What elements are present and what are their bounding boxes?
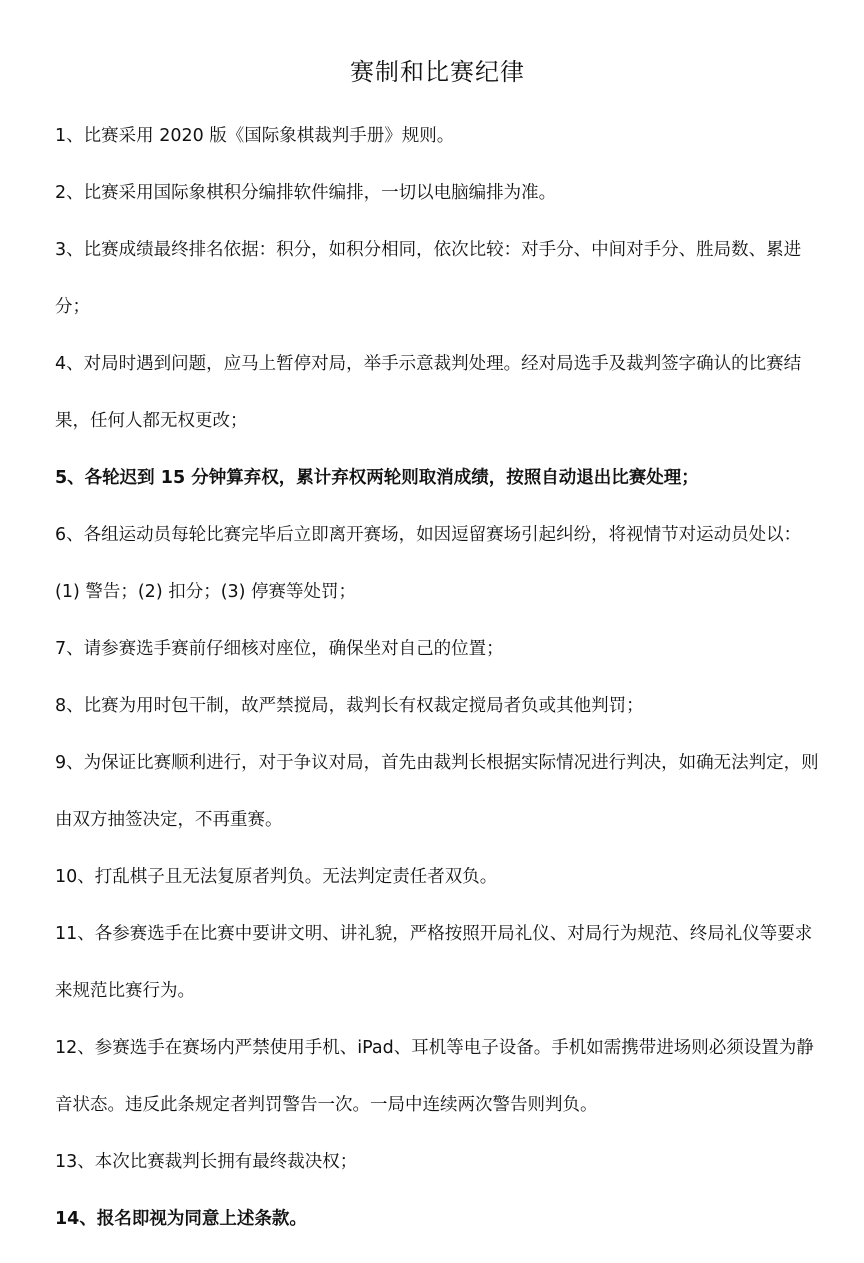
rule-item: 12、参赛选手在赛场内严禁使用手机、iPad、耳机等电子设备。手机如需携带进场则必须设置为静音状态。违反此条规定者判罚警告一次。一局中连续两次警告则判负。 — [55, 1038, 814, 1115]
rule-item: 14、报名即视为同意上述条款。 — [55, 1209, 307, 1229]
rule-item: 1、比赛采用 2020 版《国际象棋裁判手册》规则。 — [55, 126, 455, 146]
rules-list — [55, 108, 820, 1248]
rule-item: 9、为保证比赛顺利进行，对于争议对局，首先由裁判长根据实际情况进行判决，如确无法判定，则由双方抽签决定，不再重赛。 — [55, 753, 819, 830]
rule-item: 4、对局时遇到问题，应马上暂停对局，举手示意裁判处理。经对局选手及裁判签字确认的比赛结果，任何人都无权更改； — [55, 354, 802, 431]
rule-item: 11、各参赛选手在比赛中要讲文明、讲礼貌，严格按照开局礼仪、对局行为规范、终局礼仪等要求来规范比赛行为。 — [55, 924, 813, 1001]
rule-item: 6、各组运动员每轮比赛完毕后立即离开赛场，如因逗留赛场引起纠纷，将视情节对运动员处以：(1) 警告；(2) 扣分；(3) 停赛等处罚； — [55, 525, 802, 602]
rule-item: 2、比赛采用国际象棋积分编排软件编排，一切以电脑编排为准。 — [55, 183, 557, 203]
rule-item: 10、打乱棋子且无法复原者判负。无法判定责任者双负。 — [55, 867, 498, 887]
rule-item: 8、比赛为用时包干制，故严禁搅局，裁判长有权裁定搅局者负或其他判罚； — [55, 696, 644, 716]
rule-item: 3、比赛成绩最终排名依据：积分，如积分相同，依次比较：对手分、中间对手分、胜局数、累进分； — [55, 240, 802, 317]
rule-item: 13、本次比赛裁判长拥有最终裁决权； — [55, 1152, 358, 1172]
rule-item: 7、请参赛选手赛前仔细核对座位，确保坐对自己的位置； — [55, 639, 504, 659]
document-title: 赛制和比赛纪律 — [350, 58, 525, 86]
rule-item: 5、各轮迟到 15 分钟算弃权，累计弃权两轮则取消成绩，按照自动退出比赛处理； — [55, 468, 699, 488]
